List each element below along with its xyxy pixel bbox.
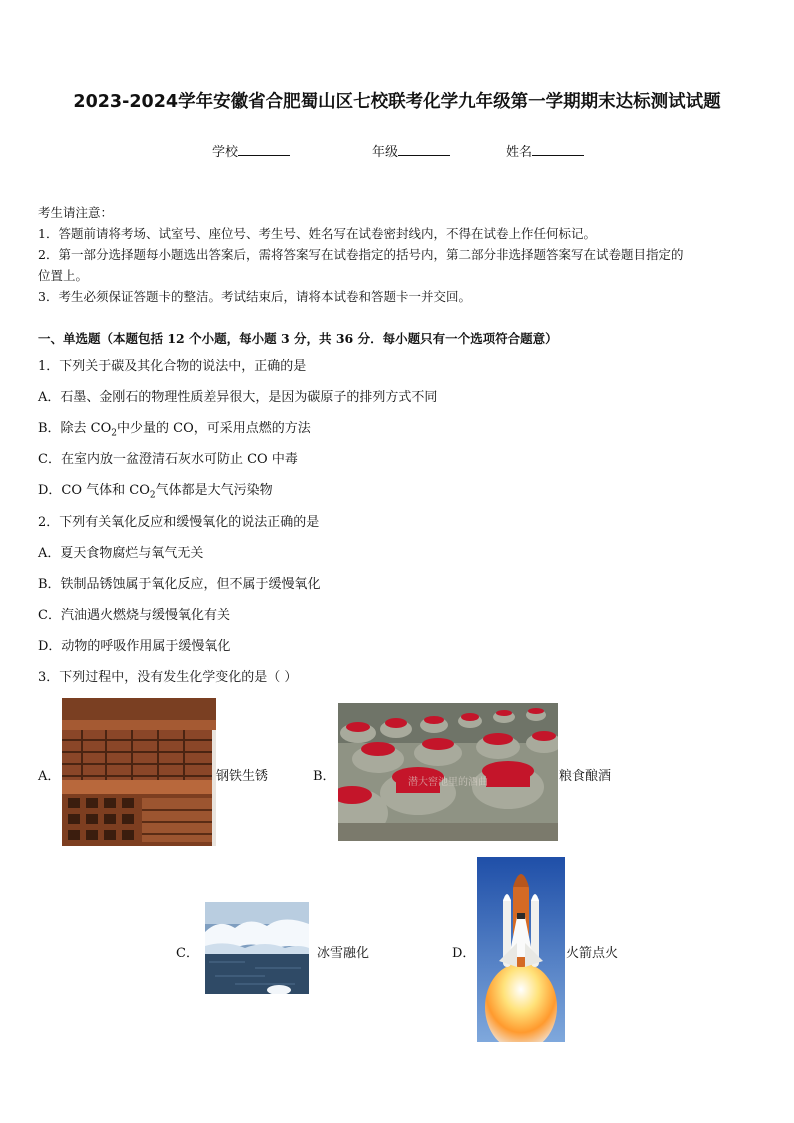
- notice-item: 2．第一部分选择题每小题选出答案后，需将答案写在试卷指定的括号内，第二部分非选择题答案写在试卷题目指定的: [38, 247, 684, 262]
- wine-jars-image: [338, 703, 558, 841]
- option-a-caption: 钢铁生锈: [216, 769, 269, 784]
- option-c-caption: 冰雪融化: [317, 946, 370, 961]
- notice-item: 1．答题前请将考场、试室号、座位号、考生号、姓名写在试卷密封线内，不得在试卷上作任何标记。: [38, 226, 596, 241]
- question-2-option-a: A．夏天食物腐烂与氧气无关: [38, 546, 204, 561]
- watermark-text: 潜大窖池里的酒曲: [408, 777, 488, 788]
- option-d-label: D．: [452, 946, 476, 961]
- page-title: 2023-2024学年安徽省合肥蜀山区七校联考化学九年级第一学期期末达标测试试题: [73, 92, 721, 112]
- name-label: 姓名: [506, 145, 533, 160]
- option-b-label: B．: [313, 769, 336, 784]
- section-heading: 一、单选题（本题包括 12 个小题，每小题 3 分，共 36 分．每小题只有一个选项符合题意）: [38, 331, 558, 346]
- grade-label: 年级: [372, 145, 399, 160]
- notice-item: 3．考生必须保证答题卡的整洁。考试结束后，请将本试卷和答题卡一并交回。: [38, 289, 471, 304]
- option-b-caption: 粮食酿酒: [559, 769, 612, 784]
- question-2-option-c: C．汽油遇火燃烧与缓慢氧化有关: [38, 608, 230, 623]
- name-field: [506, 141, 584, 160]
- grade-blank: [398, 143, 450, 156]
- question-1-option-c: C．在室内放一盆澄清石灰水可防止 CO 中毒: [38, 452, 298, 467]
- question-2-option-d: D．动物的呼吸作用属于缓慢氧化: [38, 639, 231, 654]
- option-c-label: C．: [176, 946, 199, 961]
- question-2-option-b: B．铁制品锈蚀属于氧化反应，但不属于缓慢氧化: [38, 577, 321, 592]
- rusty-steel-image: [62, 698, 216, 846]
- question-1-option-a: A．石墨、金刚石的物理性质差异很大，是因为碳原子的排列方式不同: [38, 390, 438, 405]
- question-3-stem: 3．下列过程中，没有发生化学变化的是（ ）: [38, 670, 298, 685]
- school-blank: [238, 143, 290, 156]
- notice-item: 位置上。: [38, 268, 89, 283]
- name-blank: [532, 143, 584, 156]
- school-label: 学校: [212, 145, 239, 160]
- option-a-label: A．: [38, 769, 61, 784]
- question-1-option-b: B．除去 $CO_2$中少量的 CO，可采用点燃的方法: [38, 421, 311, 439]
- rocket-launch-image: [477, 857, 565, 1042]
- grade-field: [372, 141, 450, 160]
- question-1-option-d: D．CO 气体和 $CO_2$气体都是大气污染物: [38, 483, 273, 501]
- melting-snow-image: [205, 902, 309, 994]
- question-2-stem: 2．下列有关氧化反应和缓慢氧化的说法正确的是: [38, 515, 320, 530]
- question-1-stem: 1．下列关于碳及其化合物的说法中，正确的是: [38, 359, 307, 374]
- school-field: [212, 141, 290, 160]
- notice-heading: 考生请注意：: [38, 205, 114, 220]
- option-d-caption: 火箭点火: [566, 946, 619, 961]
